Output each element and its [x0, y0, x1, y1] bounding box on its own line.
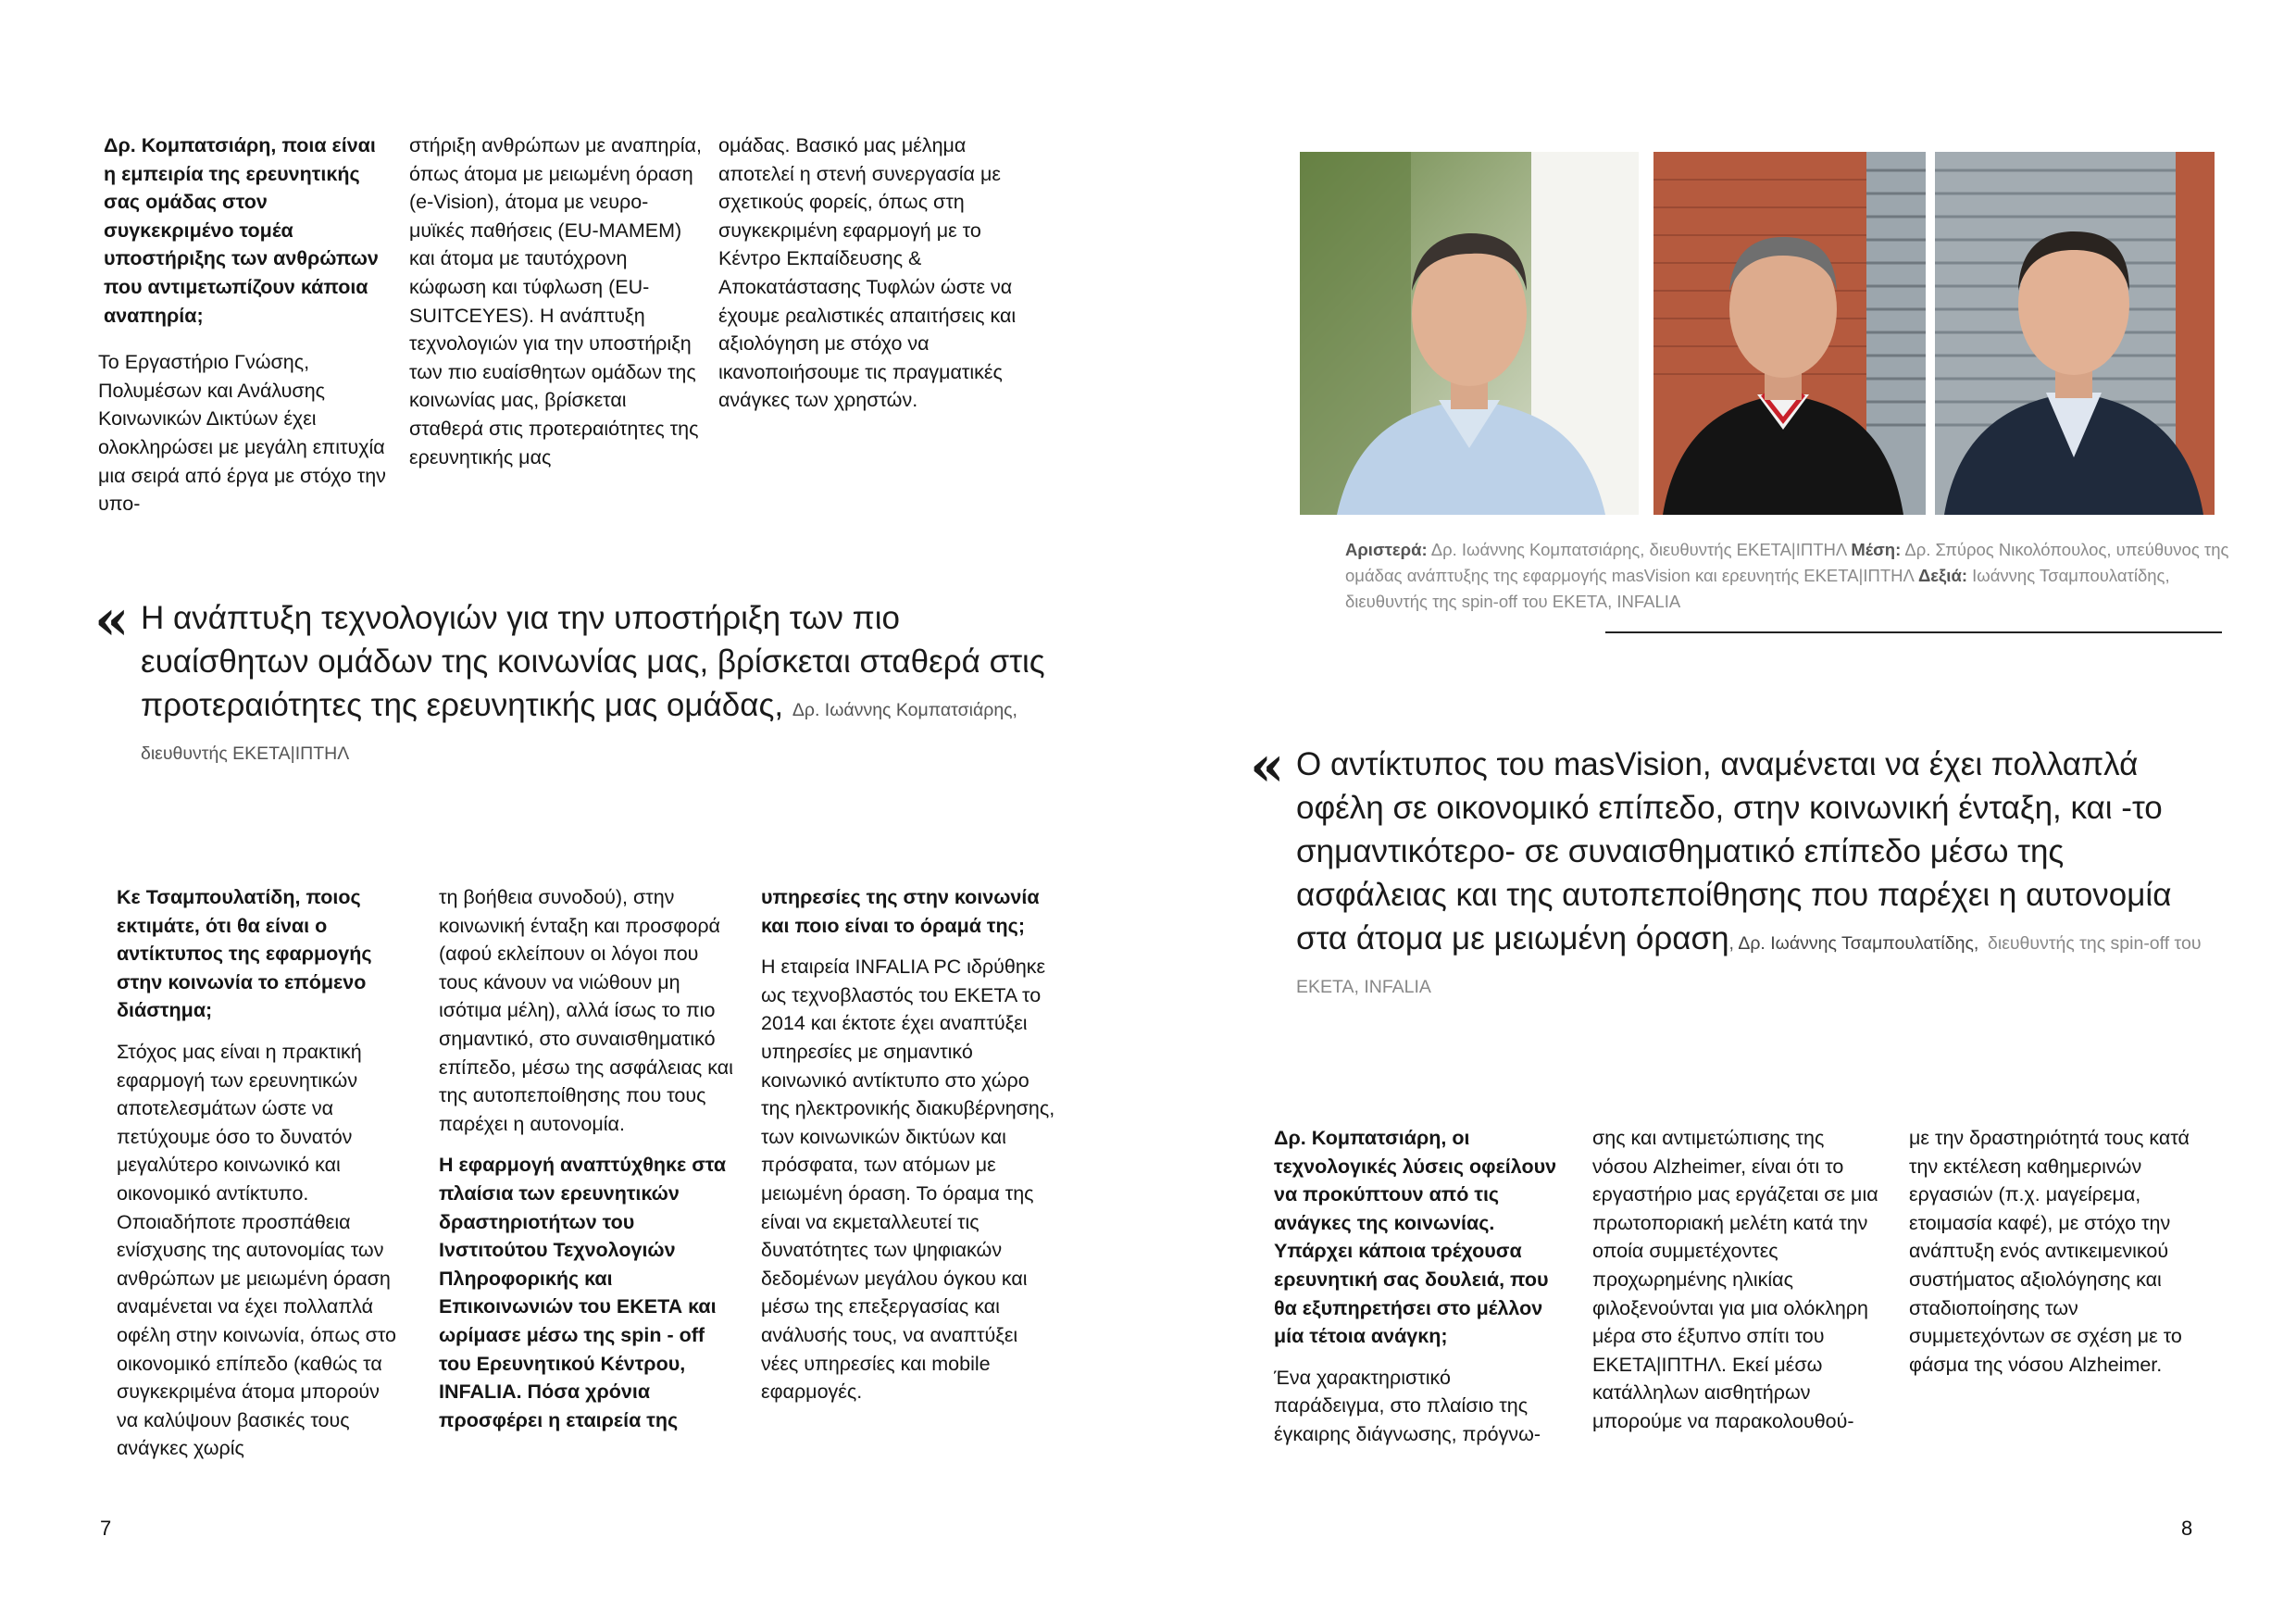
portrait-photo-left [1300, 152, 1639, 515]
pull-quote-left [94, 588, 1052, 770]
left-page-bottom-col2 [439, 883, 735, 1434]
caption-label-middle: Μέση: [1851, 540, 1902, 559]
caption-label-left: Αριστερά: [1345, 540, 1428, 559]
interview-answer: Η εταιρεία INFALIA PC ιδρύθηκε ως τεχνοβλαστός του ΕΚΕΤΑ το 2014 και έκτοτε έχει αναπτύξει υπηρεσίες με σημαντικό κοινωνικό αντίκτυπο στο χώρο της ηλεκτρονικής διακυβέρνησης, των κοινωνικών δικτύων και πρόσφατα, των ατόμων με μειωμένη όραση. Το όραμα της είναι να εκμεταλλευτεί τις δυνατότητες των ψηφιακών δεδομένων μεγάλου όγκου και μέσω της επεξεργασίας και ανάλυσής τους, να αναπτύξει νέες υπηρεσίες και mobile εφαρμογές. [761, 956, 1055, 1404]
caption-text-middle: Δρ. Σπύρος Νικολόπουλος, υπεύθυνος της ομάδας ανάπτυξης της εφαρμογής masVision και ερευνητής ΕΚΕΤΑ|ΙΠΤΗΛ [1345, 540, 2229, 585]
caption-divider [1605, 631, 2222, 633]
photo-caption [1345, 537, 2234, 615]
caption-text-left: Δρ. Ιωάννης Κομπατσιάρης, διευθυντής ΕΚΕΤΑ|ΙΠΤΗΛ [1430, 540, 1847, 559]
portrait-right-image [1935, 152, 2215, 515]
pull-quote-attribution-role: διευθυντής της spin-off του ΕΚΕΤΑ, INFALIA [1296, 933, 2202, 997]
interview-question: Δρ. Κομπατσιάρη, οι τεχνολογικές λύσεις οφείλουν να προκύπτουν από τις ανάγκες της κοινωνίας. Υπάρχει κάποια τρέχουσα ερευνητική σας δουλειά, που θα εξυπηρετήσει στο μέλλον μία τέτοια ανάγκη; [1274, 1127, 1557, 1348]
left-page-top-col3 [718, 131, 1024, 415]
left-page-top-col1 [98, 131, 393, 518]
quote-mark-icon: « [1250, 734, 1285, 799]
left-page-bottom-col3 [761, 883, 1057, 1406]
interview-answer: σης και αντιμετώπισης της νόσου Alzheimer, είναι ότι το εργαστήριο μας εργάζεται σε μια πρωτοποριακή μελέτη κατά την οποία συμμετέχοντες προχωρημένης ηλικίας φιλοξενούνται για μια ολόκληρη μέρα στο έξυπνο σπίτι του ΕΚΕΤΑ|ΙΠΤΗΛ. Εκεί μέσω κατάλληλων αισθητήρων μπορούμε να παρακολουθού- [1592, 1127, 1878, 1432]
interview-answer: ομάδας. Βασικό μας μέλημα αποτελεί η στενή συνεργασία με σχετικούς φορείς, όπως στη συγκεκριμένη εφαρμογή με το Κέντρο Εκπαίδευσης & Αποκατάστασης Τυφλών ώστε να έχουμε ρεαλιστικές απαιτήσεις και αξιολόγηση με στόχο να ικανοποιήσουμε τις πραγματικές ανάγκες των χρηστών. [718, 134, 1017, 412]
pull-quote-right: « Ο αντίκτυπος του masVision, αναμένεται να έχει πολλαπλά οφέλη σε οικονομικό επίπεδο, στην κοινωνική ένταξη, και -το σημαντικότερο- σε συναισθηματικό επίπεδο μέσω της ασφάλειας και της αυτοπεποίθησης που παρέχει η αυτονομία στα άτομα με μειωμένη όραση, Δρ. Ιωάννης Τσαμπουλατίδης, διευθυντής της spin-off του ΕΚΕΤΑ, INFALIA [1250, 734, 2202, 997]
portrait-photo-right [1935, 152, 2215, 515]
caption-text-right: Ιωάννης Τσαμπουλατίδης, διευθυντής της spin-off του ΕΚΕΤΑ, INFALIA [1345, 566, 2170, 611]
interview-answer: Ένα χαρακτηριστικό παράδειγμα, στο πλαίσιο της έγκαιρης διάγνωσης, πρόγνω- [1274, 1366, 1541, 1445]
interview-question: υπηρεσίες της στην κοινωνία και ποιο είναι το όραμά της; [761, 886, 1040, 937]
interview-answer: με την δραστηριότητά τους κατά την εκτέλεση καθημερινών εργασιών (π.χ. μαγείρεμα, ετοιμασία καφέ), με στόχο την ανάπτυξη ενός αντικειμενικού συστήματος αξιολόγησης και σταδιοποίησης των συμμετεχόντων σε σχέση με το φάσμα της νόσου Alzheimer. [1909, 1127, 2190, 1376]
interview-question: Η εφαρμογή αναπτύχθηκε στα πλαίσια των ερευνητικών δραστηριοτήτων του Ινστιτούτου Τεχνολογιών Πληροφορικής και Επικοινωνιών του ΕΚΕΤΑ και ωρίμασε μέσω της spin - off του Ερευνητικού Κέντρου, INFALIA. Πόσα χρόνια προσφέρει η εταιρεία της [439, 1154, 727, 1431]
interview-answer: Στόχος μας είναι η πρακτική εφαρμογή των ερευνητικών αποτελεσμάτων ώστε να πετύχουμε όσο το δυνατόν μεγαλύτερο κοινωνικό και οικονομικό αντίκτυπο. Οποιαδήποτε προσπάθεια ενίσχυσης της αυτονομίας των ανθρώπων με μειωμένη όραση αναμένεται να έχει πολλαπλά οφέλη στην κοινωνία, όπως στο οικονομικό επίπεδο (καθώς τα συγκεκριμένα άτομα μπορούν να καλύψουν βασικές τους ανάγκες χωρίς [117, 1040, 396, 1460]
interview-question: Δρ. Κομπατσιάρη, ποια είναι η εμπειρία της ερευνητικής σας ομάδας στον συγκεκριμένο τομέα υποστήριξης των ανθρώπων που αντιμετωπίζουν κάποια αναπηρία; [104, 134, 379, 327]
interview-answer: στήριξη ανθρώπων με αναπηρία, όπως άτομα με μειωμένη όραση (e-Vision), άτομα με νευρο-μυϊκές παθήσεις (EU-MAMEM) και άτομα με ταυτόχρονη κώφωση και τύφλωση (EU-SUITCEYES). Η ανάπτυξη τεχνολογιών για την υποστήριξη των πιο ευαίσθητων ομάδων της κοινωνίας μας, βρίσκεται σταθερά στις προτεραιότητες της ερευνητικής μας [409, 134, 702, 468]
page-number-left: 7 [100, 1517, 112, 1540]
portrait-left-image [1300, 152, 1639, 515]
left-page-bottom-col1 [117, 883, 406, 1463]
right-page-bottom-col2 [1592, 1124, 1881, 1436]
quote-mark-icon: « [94, 588, 130, 653]
left-page-top-col2 [409, 131, 702, 471]
interview-question: Κε Τσαμπουλατίδη, ποιος εκτιμάτε, ότι θα είναι ο αντίκτυπος της εφαρμογής στην κοινωνία το επόμενο διάστημα; [117, 886, 372, 1022]
right-page-bottom-col3 [1909, 1124, 2198, 1379]
right-page-bottom-col1 [1274, 1124, 1563, 1449]
pull-quote-text: Ο αντίκτυπος του masVision, αναμένεται να έχει πολλαπλά οφέλη σε οικονομικό επίπεδο, στην κοινωνική ένταξη, και -το σημαντικότερο- σε συναισθηματικό επίπεδο μέσω της ασφάλειας και της αυτοπεποίθησης που παρέχει η αυτονομία στα άτομα με μειωμένη όραση [1296, 746, 2172, 956]
pull-quote-text: Η ανάπτυξη τεχνολογιών για την υποστήριξη των πιο ευαίσθητων ομάδων της κοινωνίας μας, βρίσκεται σταθερά στις προτεραιότητες της ερευνητικής μας ομάδας, [141, 600, 1045, 723]
pull-quote-attribution-name: Δρ. Ιωάννης Τσαμπουλατίδης, [1738, 933, 1979, 954]
caption-label-right: Δεξιά: [1917, 566, 1967, 585]
page-number-right: 8 [2181, 1517, 2193, 1540]
portrait-photo-middle [1653, 152, 1926, 515]
interview-answer: Το Εργαστήριο Γνώσης, Πολυμέσων και Ανάλυσης Κοινωνικών Δικτύων έχει ολοκληρώσει με μεγάλη επιτυχία μια σειρά από έργα με στόχο την υπο- [98, 351, 386, 516]
pull-quote-attribution: Δρ. Ιωάννης Κομπατσιάρης, διευθυντής ΕΚΕΤΑ|ΙΠΤΗΛ [141, 700, 1017, 764]
interview-answer: τη βοήθεια συνοδού), στην κοινωνική ένταξη και προσφορά (αφού εκλείπουν οι λόγοι που τους κάνουν να νιώθουν μη ισότιμα μέλη), αλλά ίσως το πιο σημαντικό, στο συναισθηματικό επίπεδο, μέσω της ασφάλειας και της αυτοπεποίθησης που τους παρέχει η αυτονομία. [439, 886, 733, 1135]
portrait-middle-image [1653, 152, 1926, 515]
